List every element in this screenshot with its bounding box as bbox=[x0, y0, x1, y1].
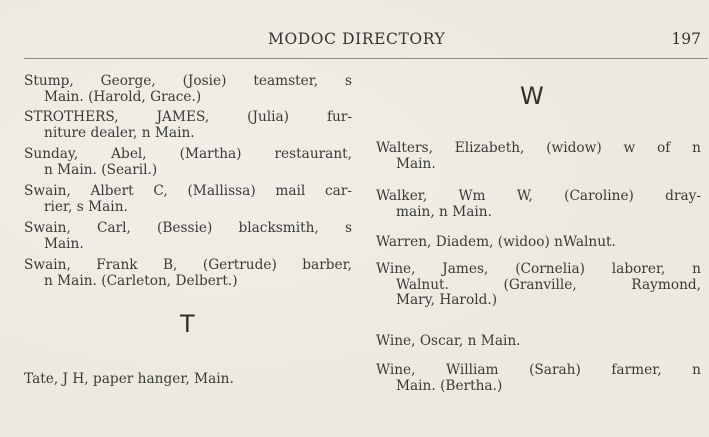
list-item: Tate, J H, paper hanger, Main. bbox=[24, 371, 234, 387]
list-item: Stump, George, (Josie) teamster, s Main. (Harold, Grace.) bbox=[24, 73, 352, 105]
list-item: Wine, William (Sarah) farmer, n Main. (Bertha.) bbox=[376, 362, 701, 394]
page-header bbox=[0, 30, 709, 52]
directory-title: MODOC DIRECTORY bbox=[268, 30, 446, 48]
list-item: Swain, Frank B, (Gertrude) barber, n Main. (Carleton, Delbert.) bbox=[24, 257, 352, 289]
page-number: 197 bbox=[671, 30, 701, 48]
list-item: STROTHERS, JAMES, (Julia) fur- niture dealer, n Main. bbox=[24, 109, 352, 141]
list-item: Warren, Diadem, (widoo) nWalnut. bbox=[376, 234, 616, 250]
list-item: Wine, Oscar, n Main. bbox=[376, 333, 521, 349]
list-item: Sunday, Abel, (Martha) restaurant, n Main. (Searil.) bbox=[24, 146, 352, 178]
section-letter-t: T bbox=[180, 310, 195, 338]
header-rule bbox=[24, 58, 708, 59]
list-item: Walker, Wm W, (Caroline) dray- main, n Main. bbox=[376, 188, 701, 220]
list-item: Wine, James, (Cornelia) laborer, n Walnut. (Granville, Raymond, Mary, Harold.) bbox=[376, 261, 701, 309]
list-item: Swain, Carl, (Bessie) blacksmith, s Main. bbox=[24, 220, 352, 252]
list-item: Walters, Elizabeth, (widow) w of n Main. bbox=[376, 140, 701, 172]
list-item: Swain, Albert C, (Mallissa) mail car- rier, s Main. bbox=[24, 183, 352, 215]
section-letter-w: W bbox=[520, 82, 544, 110]
